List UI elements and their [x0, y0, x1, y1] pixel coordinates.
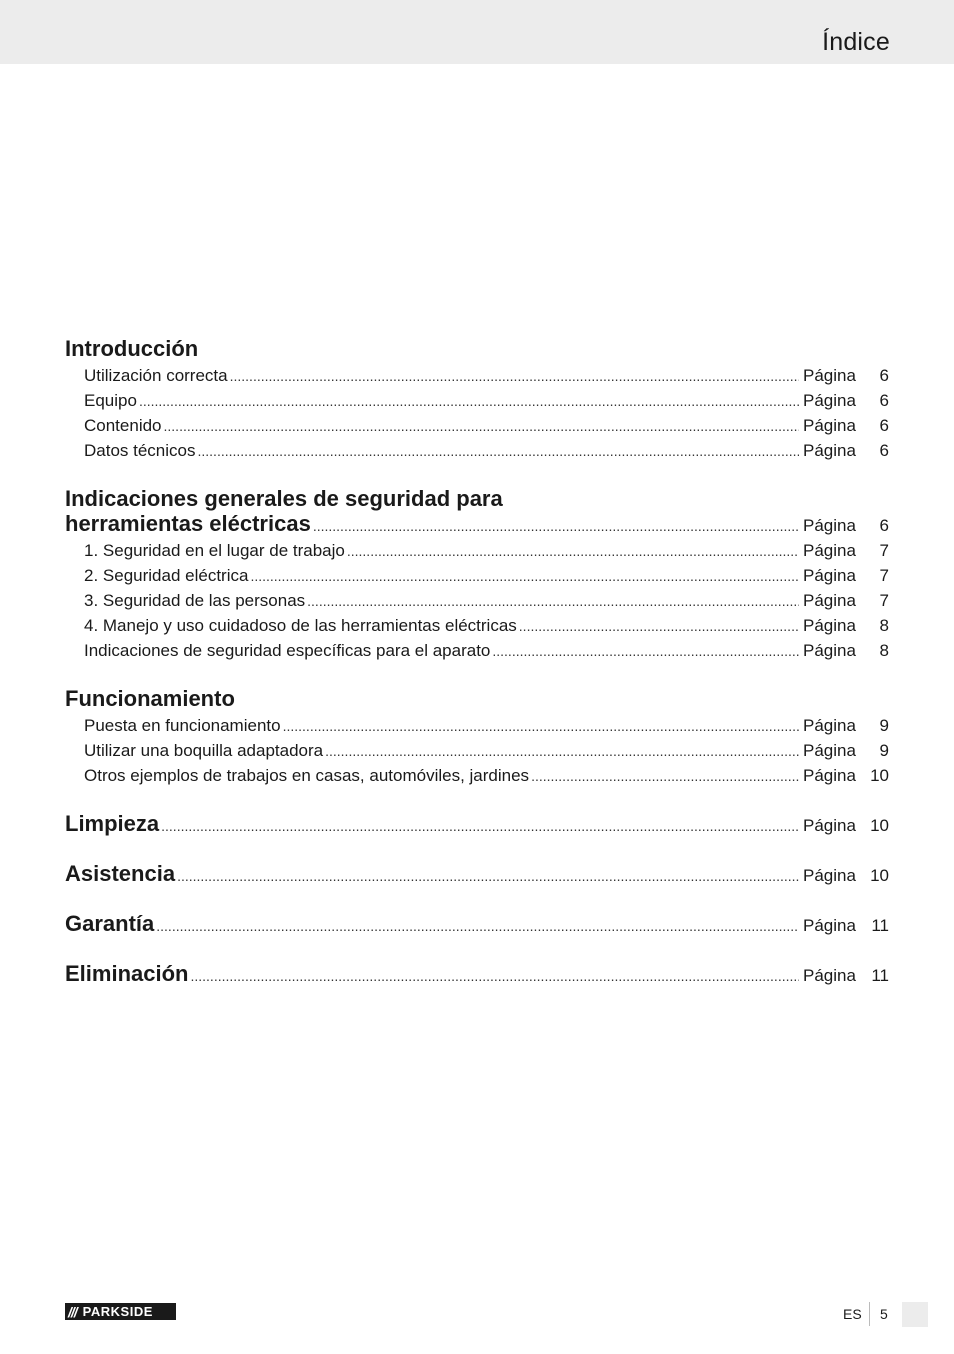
section-heading-indicaciones: Indicaciones generales de seguridad para: [65, 486, 503, 511]
section-heading-indicaciones-line2: herramientas eléctricas: [65, 511, 311, 536]
toc-entry-label: Utilizar una boquilla adaptadora: [84, 741, 324, 760]
page-word: Página: [803, 541, 856, 560]
dot-leader: [177, 864, 799, 888]
page-word: Página: [803, 866, 856, 885]
page-number: 8: [879, 616, 889, 635]
toc-entry[interactable]: [84, 589, 889, 613]
toc-section-entry-garantia[interactable]: [65, 912, 889, 936]
toc-section-entry-asistencia[interactable]: [65, 862, 889, 886]
toc-entry-label: Contenido: [84, 416, 162, 435]
logo-brand-name: PARKSIDE: [82, 1304, 153, 1319]
toc-entry[interactable]: [84, 739, 889, 763]
toc-entry[interactable]: [84, 414, 889, 438]
page-word: Página: [803, 816, 856, 835]
dot-leader: [164, 414, 799, 438]
page-title: Índice: [822, 28, 890, 56]
dot-leader: [250, 564, 799, 588]
page-number: 10: [870, 866, 889, 885]
toc-entry-label: Utilización correcta: [84, 366, 228, 385]
dot-leader: [156, 914, 799, 938]
dot-leader: [190, 964, 799, 988]
page-word: Página: [803, 391, 856, 410]
page-number-footer: 5: [880, 1306, 888, 1322]
toc-section-entry-limpieza[interactable]: [65, 812, 889, 836]
dot-leader: [283, 714, 799, 738]
page-number: 7: [879, 591, 889, 610]
section-heading-limpieza: Limpieza: [65, 811, 160, 836]
toc-entry[interactable]: [84, 639, 889, 663]
page-number: 7: [879, 541, 889, 560]
page-number: 11: [871, 966, 889, 985]
logo-slashes: ///: [68, 1303, 77, 1320]
section-heading-garantia: Garantía: [65, 911, 155, 936]
footer-divider: [869, 1302, 870, 1326]
toc-entry[interactable]: [84, 364, 889, 388]
toc-entry[interactable]: [84, 614, 889, 638]
page-word: Página: [803, 516, 856, 535]
page-word: Página: [803, 641, 856, 660]
section-heading-funcionamiento: Funcionamiento: [65, 686, 235, 711]
toc-entry[interactable]: [84, 389, 889, 413]
page-number: 6: [879, 366, 889, 385]
dot-leader: [531, 764, 799, 788]
dot-leader: [139, 389, 799, 413]
footer-gray-box: [902, 1302, 928, 1327]
dot-leader: [519, 614, 799, 638]
dot-leader: [198, 439, 800, 463]
toc-entry[interactable]: [84, 564, 889, 588]
parkside-logo: [65, 1303, 176, 1320]
page-number: 7: [879, 566, 889, 585]
toc-entry[interactable]: [84, 764, 889, 788]
toc-entry-label: 4. Manejo y uso cuidadoso de las herramientas eléctricas: [84, 616, 517, 635]
page-number: 8: [879, 641, 889, 660]
toc-section-entry[interactable]: [65, 512, 889, 536]
toc-section-entry-eliminacion[interactable]: [65, 962, 889, 986]
toc-entry-label: Datos técnicos: [84, 441, 196, 460]
page-number: 6: [879, 441, 889, 460]
page-word: Página: [803, 716, 856, 735]
section-heading-eliminacion: Eliminación: [65, 961, 189, 986]
dot-leader: [325, 739, 799, 763]
dot-leader: [307, 589, 799, 613]
page-word: Página: [803, 366, 856, 385]
page-word: Página: [803, 441, 856, 460]
page-number: 6: [879, 516, 889, 535]
page-word: Página: [803, 966, 856, 985]
toc-entry-label: Otros ejemplos de trabajos en casas, automóviles, jardines: [84, 766, 530, 785]
page-word: Página: [803, 566, 856, 585]
dot-leader: [347, 539, 799, 563]
section-heading-asistencia: Asistencia: [65, 861, 176, 886]
dot-leader: [313, 514, 799, 538]
section-heading-introduccion: Introducción: [65, 336, 199, 361]
toc-entry-label: 2. Seguridad eléctrica: [84, 566, 249, 585]
page-number: 10: [870, 816, 889, 835]
page-number: 9: [879, 741, 889, 760]
dot-leader: [230, 364, 799, 388]
page-word: Página: [803, 616, 856, 635]
page-number: 10: [870, 766, 889, 785]
page-word: Página: [803, 916, 856, 935]
page-word: Página: [803, 766, 856, 785]
page-number: 9: [879, 716, 889, 735]
language-code: ES: [843, 1306, 862, 1322]
toc-entry[interactable]: [84, 714, 889, 738]
toc-entry-label: Puesta en funcionamiento: [84, 716, 281, 735]
page-word: Página: [803, 591, 856, 610]
toc-entry-label: 3. Seguridad de las personas: [84, 591, 306, 610]
toc-entry-label: 1. Seguridad en el lugar de trabajo: [84, 541, 345, 560]
toc-entry[interactable]: [84, 539, 889, 563]
toc-entry-label: Indicaciones de seguridad específicas para el aparato: [84, 641, 491, 660]
page-number: 6: [879, 391, 889, 410]
page-number: 11: [871, 916, 889, 935]
toc-entry-label: Equipo: [84, 391, 137, 410]
dot-leader: [161, 814, 799, 838]
page-word: Página: [803, 741, 856, 760]
page-word: Página: [803, 416, 856, 435]
toc-entry[interactable]: [84, 439, 889, 463]
dot-leader: [492, 639, 799, 663]
page-number: 6: [879, 416, 889, 435]
header-band: [0, 0, 954, 64]
